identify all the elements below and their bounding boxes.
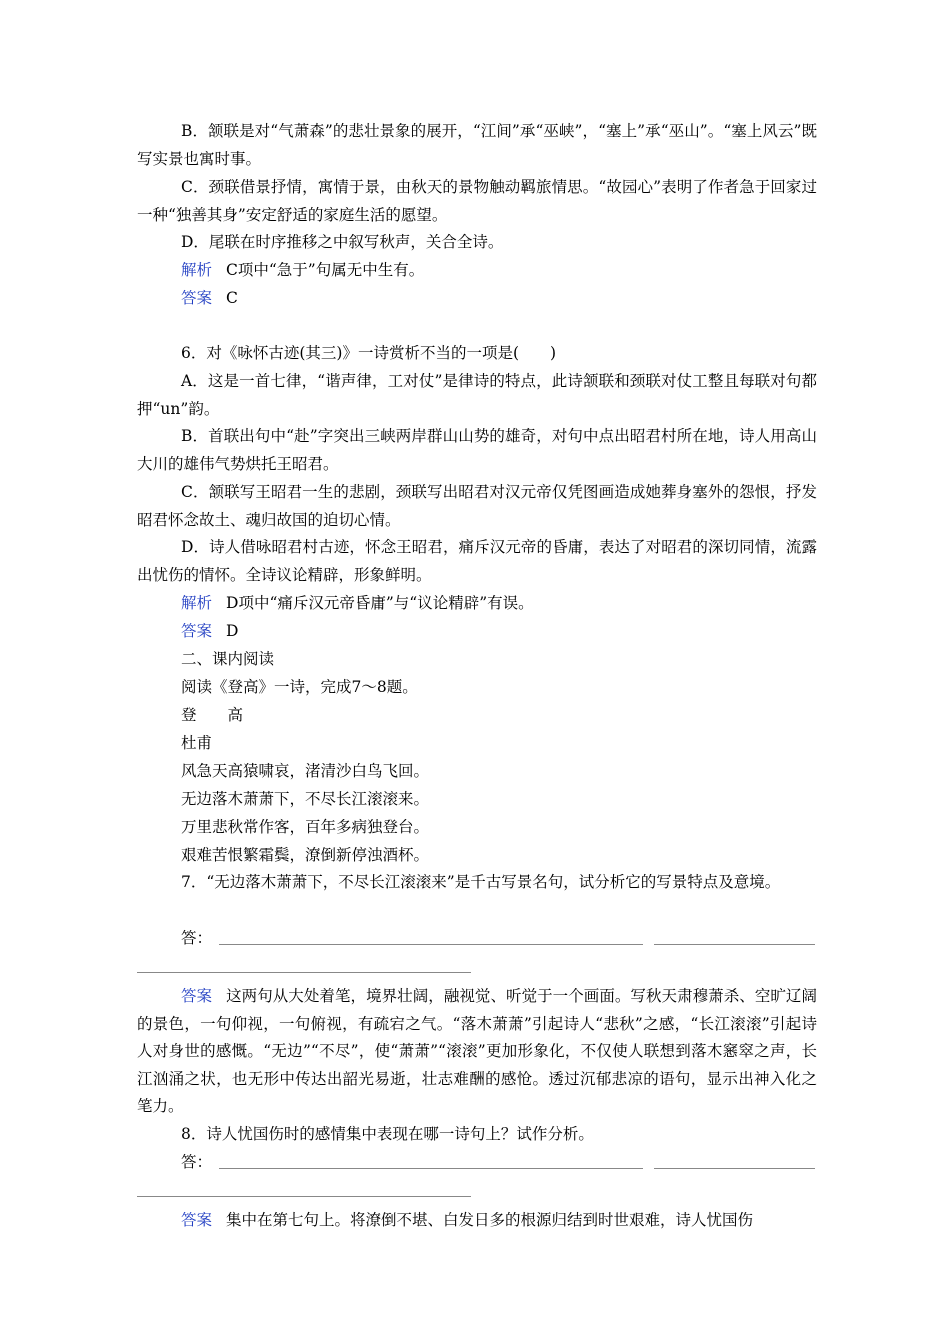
q6-option-d: D．诗人借咏昭君村古迹，怀念王昭君，痛斥汉元帝的昏庸，表达了对昭君的深切同情，流露出忧伤的情怀。全诗议论精辟，形象鲜明。 <box>137 538 817 584</box>
poem-line: 无边落木萧萧下，不尽长江滚滚来。 <box>181 790 430 808</box>
q6-option-a: A．这是一首七律，“谐声律，工对仗”是律诗的特点，此诗颔联和颈联对仗工整且每联对句都押“un”韵。 <box>137 372 817 418</box>
q8-answer-blank[interactable] <box>137 1196 471 1197</box>
answer-text: C <box>226 289 238 307</box>
analysis-tag: 解析 <box>181 594 213 612</box>
poem-line: 艰难苦恨繁霜鬓，潦倒新停浊酒杯。 <box>181 846 430 864</box>
poem-line: 风急天高猿啸哀，渚清沙白鸟飞回。 <box>181 762 430 780</box>
q8-answer-blank[interactable] <box>654 1168 815 1169</box>
answer-tag: 答案 <box>181 1211 213 1229</box>
q7-answer-blank[interactable] <box>137 972 471 973</box>
answer-text: D <box>226 622 239 640</box>
q6-stem: 6．对《咏怀古迹(其三)》一诗赏析不当的一项是( ) <box>181 344 557 362</box>
q6-option-c: C．颔联写王昭君一生的悲剧，颈联写出昭君对汉元帝仅凭图画造成她葬身塞外的怨恨，抒发昭君怀念故土、魂归故国的迫切心情。 <box>137 483 817 529</box>
poem-line: 万里悲秋常作客，百年多病独登台。 <box>181 818 430 836</box>
q7-answer-prompt: 答： <box>181 929 213 947</box>
analysis-tag: 解析 <box>181 261 213 279</box>
q7-answer-blank[interactable] <box>654 944 815 945</box>
q5-option-c: C．颈联借景抒情，寓情于景，由秋天的景物触动羁旅情思。“故园心”表明了作者急于回家过一种“独善其身”安定舒适的家庭生活的愿望。 <box>137 178 817 224</box>
answer-text: 集中在第七句上。将潦倒不堪、白发日多的根源归结到时世艰难，诗人忧国伤 <box>226 1211 754 1229</box>
q5-option-b: B．颔联是对“气萧森”的悲壮景象的展开，“江间”承“巫峡”，“塞上”承“巫山”。“塞上风云”既写实景也寓时事。 <box>137 122 817 168</box>
analysis-text: D项中“痛斥汉元帝昏庸”与“议论精辟”有误。 <box>226 594 534 612</box>
q7-answer <box>137 983 817 1121</box>
q5-analysis <box>181 257 424 285</box>
q8-answer <box>181 1207 753 1235</box>
answer-tag: 答案 <box>181 289 213 307</box>
q7-stem: 7．“无边落木萧萧下，不尽长江滚滚来”是千古写景名句，试分析它的写景特点及意境。 <box>181 873 781 891</box>
q5-option-d: D．尾联在时序推移之中叙写秋声，关合全诗。 <box>181 233 504 251</box>
q8-answer-blank[interactable] <box>219 1168 643 1169</box>
q7-answer-blank[interactable] <box>219 944 643 945</box>
q6-option-b: B．首联出句中“赴”字突出三峡两岸群山山势的雄奇，对句中点出昭君村所在地，诗人用高山大川的雄伟气势烘托王昭君。 <box>137 427 817 473</box>
reading-intro: 阅读《登高》一诗，完成7～8题。 <box>181 678 418 696</box>
poem-author: 杜甫 <box>181 734 213 752</box>
q6-answer <box>181 618 238 646</box>
q6-analysis <box>181 590 534 618</box>
answer-tag: 答案 <box>181 987 213 1005</box>
answer-text: 这两句从大处着笔，境界壮阔，融视觉、听觉于一个画面。写秋天肃穆萧杀、空旷辽阔的景色，一句仰视，一句俯视，有疏宕之气。“落木萧萧”引起诗人“悲秋”之感，“长江滚滚”引起诗人对身世的感慨。“无边”“不尽”，使“萧萧”“滚滚”更加形象化，不仅使人联想到落木窸窣之声，长江汹涌之状，也无形中传达出韶光易逝，壮志难酬的感怆。透过沉郁悲凉的语句，显示出神入化之笔力。 <box>137 987 817 1116</box>
poem-title: 登 高 <box>181 706 244 724</box>
q8-answer-prompt: 答： <box>181 1153 213 1171</box>
answer-tag: 答案 <box>181 622 213 640</box>
analysis-text: C项中“急于”句属无中生有。 <box>226 261 425 279</box>
q5-answer <box>181 285 238 313</box>
section-heading: 二、课内阅读 <box>181 650 275 668</box>
q8-stem: 8．诗人忧国伤时的感情集中表现在哪一诗句上？试作分析。 <box>181 1125 594 1143</box>
